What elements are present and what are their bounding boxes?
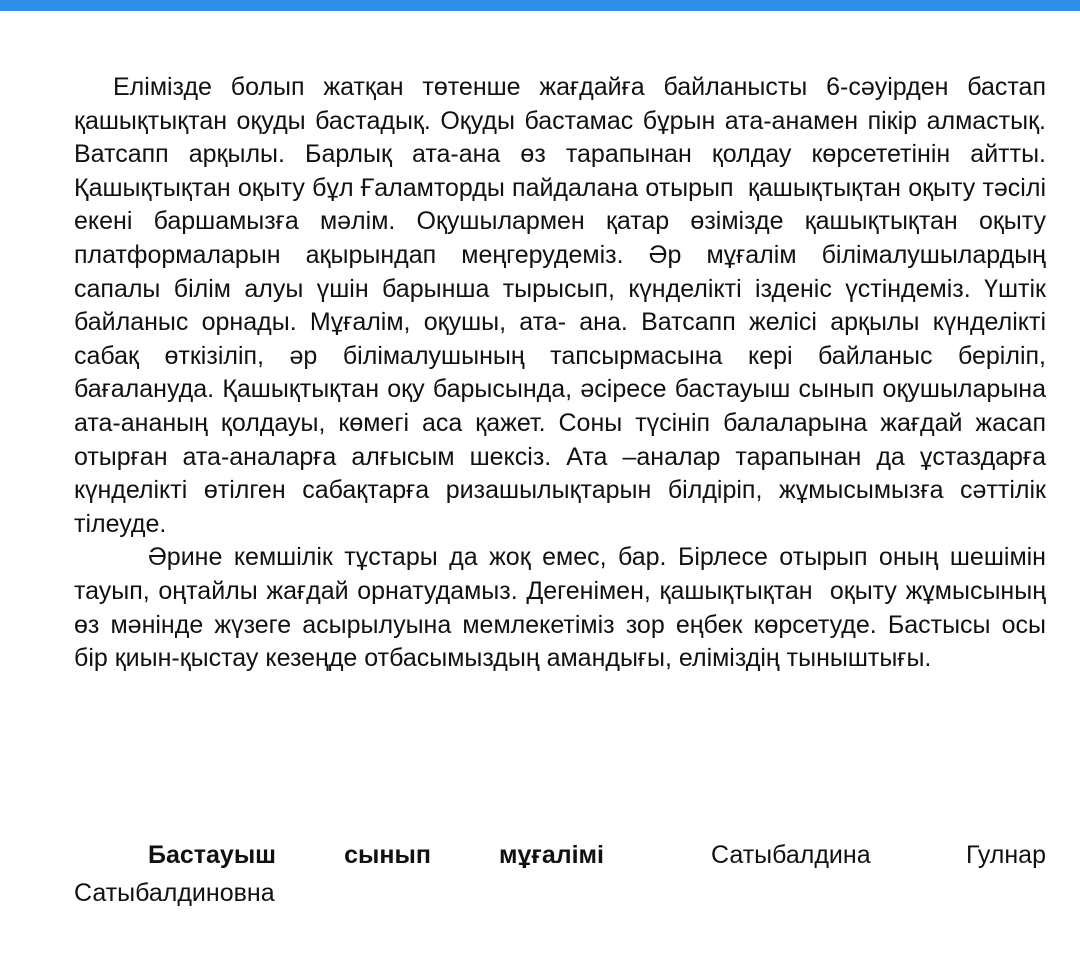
signature-first-name: Гулнар <box>965 841 1046 869</box>
role-word-2: сынып <box>344 841 431 869</box>
top-accent-bar <box>0 0 1080 11</box>
role-word-1: Бастауыш <box>148 841 277 869</box>
document-body <box>74 71 1060 676</box>
paragraph-1: Елімізде болып жатқан төтенше жағдайға байланысты 6-сәуірден бастап қашықтықтан оқуды бастадық. Оқуды бастамас бұрын ата-анамен пікір алмастық. Ватсапп арқылы. Барлық ата-ана өз тарапынан қолдау көрсететінін айтты. Қашықтықтан оқыту бұл Ғаламторды пайдалана отырып қашықтықтан оқыту тәсілі екені баршамызға мәлім. Оқушылармен қатар өзімізде қашықтықтан оқыту платформаларын ақырындап меңгерудеміз. Әр мұғалім білімалушылардың сапалы білім алуы үшін барынша тырысып, күнделікті ізденіс үстіндеміз. Үштік байланыс орнады. Мұғалім, оқушы, ата- ана. Ватсапп желісі арқылы күнделікті сабақ өткізіліп, әр білімалушының тапсырмасына кері байланыс беріліп, бағалануда. Қашықтықтан оқу барысында, әсіресе бастауыш сынып оқушыларына ата-ананың қолдауы, көмегі аса қажет. Соны түсініп балаларына жағдай жасап отырған ата-аналарға алғысым шексіз. Ата –аналар тарапынан да ұстаздарға күнделікті өтілген сабақтарға ризашылықтарын білдіріп, жұмысымызға сәттілік тілеуде. <box>74 73 1060 538</box>
role-word-3: мұғалімі <box>499 841 604 869</box>
signature-patronymic: Сатыбалдиновна <box>74 879 275 907</box>
signature-role <box>148 836 604 874</box>
signature-name <box>711 836 1046 874</box>
paragraph-2: Әрине кемшілік тұстары да жоқ емес, бар. Бірлесе отырып оның шешімін тауып, оңтайлы жағдай орнатудамыз. Дегенімен, қашықтықтан оқыту жұмысының өз мәнінде жүзеге асырылуына мемлекетіміз зор еңбек көрсетуде. Бастысы осы бір қиын-қыстау кезеңде отбасымыздың амандығы, еліміздің тыныштығы. <box>74 543 1053 673</box>
signature-line <box>74 836 1046 874</box>
signature-surname: Сатыбалдина <box>711 841 871 869</box>
signature-block <box>74 836 1046 912</box>
